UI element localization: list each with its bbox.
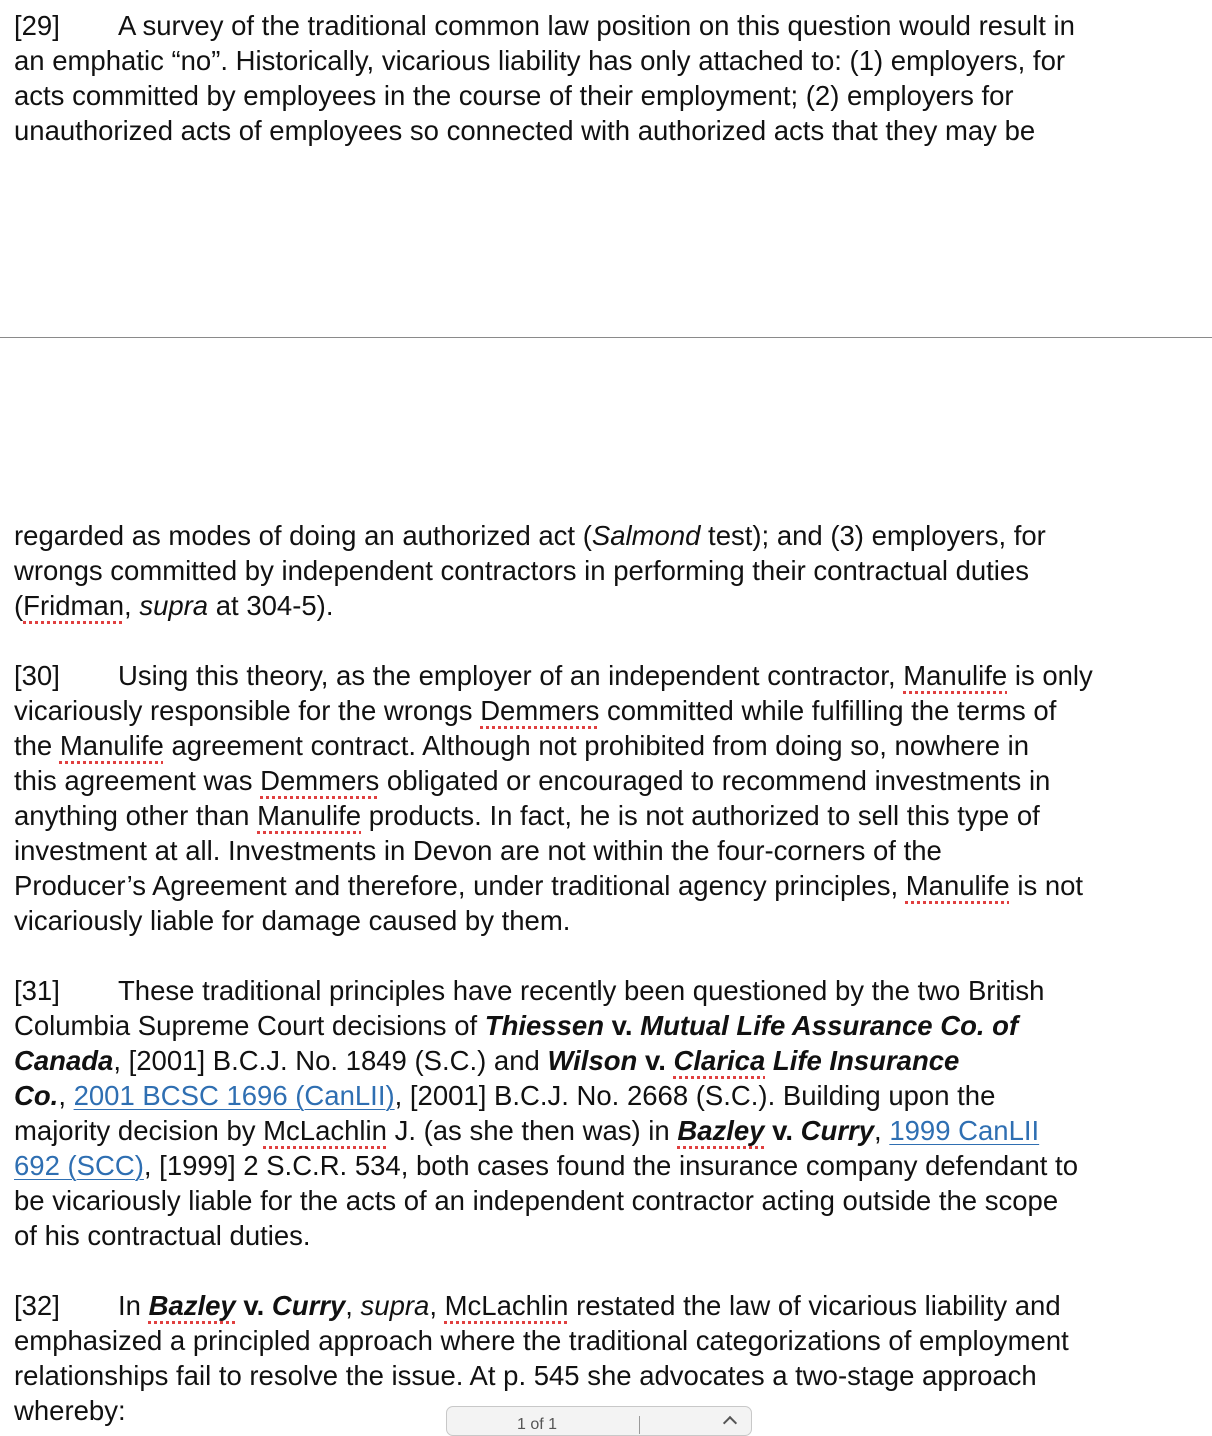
line-text: regarded as modes of doing an authorized act (	[14, 520, 592, 551]
paragraph-number: [30]	[14, 660, 60, 691]
text-line	[14, 1078, 995, 1113]
text-line: whereby:	[14, 1395, 126, 1426]
line-text: at 304-5).	[208, 590, 334, 621]
text-line	[14, 1113, 1039, 1148]
line-text: These traditional principles have recently been questioned by the two British	[118, 975, 1045, 1006]
chevron-up-icon[interactable]	[723, 1416, 737, 1430]
line-text: A survey of the traditional common law position on this question would result in	[118, 10, 1075, 41]
text-line	[14, 1008, 1018, 1043]
spellcheck-word[interactable]: Manulife	[257, 800, 362, 831]
canlii-link[interactable]: 2001 BCSC 1696 (CanLII)	[73, 1080, 395, 1111]
text-line: unauthorized acts of employees so connected with authorized acts that they may be	[14, 115, 1036, 146]
case-versus: v.	[604, 1010, 641, 1041]
text-line	[14, 8, 1075, 43]
case-name: Mutual Life Assurance Co. of	[640, 1010, 1019, 1041]
case-name: Curry	[271, 1290, 346, 1321]
line-text: ,	[124, 590, 140, 621]
page-indicator-label: 1 of 1	[517, 1416, 558, 1433]
case-versus: v.	[764, 1115, 801, 1146]
line-text: , [2001] B.C.J. No. 2668 (S.C.). Building upon the	[394, 1080, 996, 1111]
paragraph-number: [32]	[14, 1290, 60, 1321]
line-text: anything other than	[14, 800, 258, 831]
text-line	[14, 763, 1050, 798]
case-name: Wilson	[547, 1045, 638, 1076]
text-line	[14, 658, 1093, 693]
text-line: vicariously liable for damage caused by them.	[14, 905, 571, 936]
line-text: Producer’s Agreement and therefore, under traditional agency principles,	[14, 870, 906, 901]
document-page-bottom	[0, 339, 1212, 1426]
line-text: ,	[874, 1115, 890, 1146]
line-text: agreement contract. Although not prohibited from doing so, nowhere in	[163, 730, 1030, 761]
line-text: committed while fulfilling the terms of	[599, 695, 1057, 726]
text-line	[14, 1288, 1061, 1323]
paragraph-number: [31]	[14, 975, 60, 1006]
text-line: relationships fail to resolve the issue. At p. 545 she advocates a two-stage approach	[14, 1360, 1037, 1391]
case-name: Curry	[800, 1115, 875, 1146]
line-text: test); and (3) employers, for	[700, 520, 1046, 551]
line-text: Using this theory, as the employer of an independent contractor,	[118, 660, 904, 691]
line-text: ,	[58, 1080, 74, 1111]
line-text: obligated or encouraged to recommend investments in	[379, 765, 1051, 796]
line-text: , [2001] B.C.J. No. 1849 (S.C.) and	[113, 1045, 548, 1076]
spellcheck-word[interactable]: Demmers	[480, 695, 600, 726]
text-line: investment at all. Investments in Devon are not within the four-corners of the	[14, 835, 942, 866]
text-line: emphasized a principled approach where the traditional categorizations of employment	[14, 1325, 1069, 1356]
text-line: of his contractual duties.	[14, 1220, 311, 1251]
page-indicator-pill[interactable]	[446, 1406, 752, 1436]
spellcheck-word[interactable]: Bazley	[148, 1290, 236, 1321]
case-versus: v.	[235, 1290, 272, 1321]
document-page-top	[0, 0, 1212, 338]
text-line: acts committed by employees in the course of their employment; (2) employers for	[14, 80, 1014, 111]
spellcheck-word[interactable]: Manulife	[59, 730, 164, 761]
pill-divider	[639, 1416, 640, 1434]
text-line	[14, 1148, 1078, 1183]
spellcheck-word[interactable]: Manulife	[903, 660, 1008, 691]
line-text: is not	[1009, 870, 1084, 901]
line-text: restated the law of vicarious liability and	[568, 1290, 1061, 1321]
line-text: J. (as she then was) in	[386, 1115, 678, 1146]
case-name: Salmond	[591, 520, 701, 551]
italic-text: supra	[360, 1290, 430, 1321]
spellcheck-word[interactable]: Demmers	[260, 765, 380, 796]
text-line: wrongs committed by independent contractors in performing their contractual duties	[14, 555, 1029, 586]
line-text: In	[118, 1290, 149, 1321]
spellcheck-word[interactable]: Fridman	[23, 590, 125, 621]
text-line: be vicariously liable for the acts of an independent contractor acting outside the scope	[14, 1185, 1059, 1216]
line-text: ,	[429, 1290, 445, 1321]
spellcheck-word[interactable]: Manulife	[905, 870, 1010, 901]
text-line	[14, 798, 1040, 833]
case-versus: v.	[637, 1045, 674, 1076]
text-line	[14, 973, 1044, 1008]
case-name: Life Insurance	[765, 1045, 960, 1076]
text-line	[14, 588, 333, 623]
text-line: an emphatic “no”. Historically, vicarious liability has only attached to: (1) employers, for	[14, 45, 1066, 76]
paragraph-number: [29]	[14, 10, 60, 41]
line-text: this agreement was	[14, 765, 261, 796]
spellcheck-word[interactable]: Clarica	[673, 1045, 766, 1076]
line-text: vicariously responsible for the wrongs	[14, 695, 481, 726]
case-name: Canada	[14, 1045, 114, 1076]
text-line	[14, 693, 1056, 728]
text-line	[14, 868, 1083, 903]
case-name: Thiessen	[484, 1010, 604, 1041]
canlii-link[interactable]: 692 (SCC)	[14, 1150, 144, 1181]
spellcheck-word[interactable]: Bazley	[677, 1115, 765, 1146]
text-line	[14, 518, 1046, 553]
text-line	[14, 728, 1029, 763]
spellcheck-word[interactable]: McLachlin	[263, 1115, 387, 1146]
line-text: the	[14, 730, 60, 761]
spellcheck-word[interactable]: McLachlin	[444, 1290, 569, 1321]
line-text: (	[14, 590, 24, 621]
text-line	[14, 1043, 959, 1078]
case-name: Co.	[14, 1080, 59, 1111]
line-text: products. In fact, he is not authorized to sell this type of	[361, 800, 1040, 831]
italic-text: supra	[139, 590, 209, 621]
page-break-divider	[0, 337, 1212, 338]
canlii-link[interactable]: 1999 CanLII	[889, 1115, 1040, 1146]
line-text: Columbia Supreme Court decisions of	[14, 1010, 485, 1041]
line-text: majority decision by	[14, 1115, 264, 1146]
line-text: is only	[1007, 660, 1093, 691]
line-text: , [1999] 2 S.C.R. 534, both cases found the insurance company defendant to	[143, 1150, 1078, 1181]
line-text: ,	[345, 1290, 361, 1321]
